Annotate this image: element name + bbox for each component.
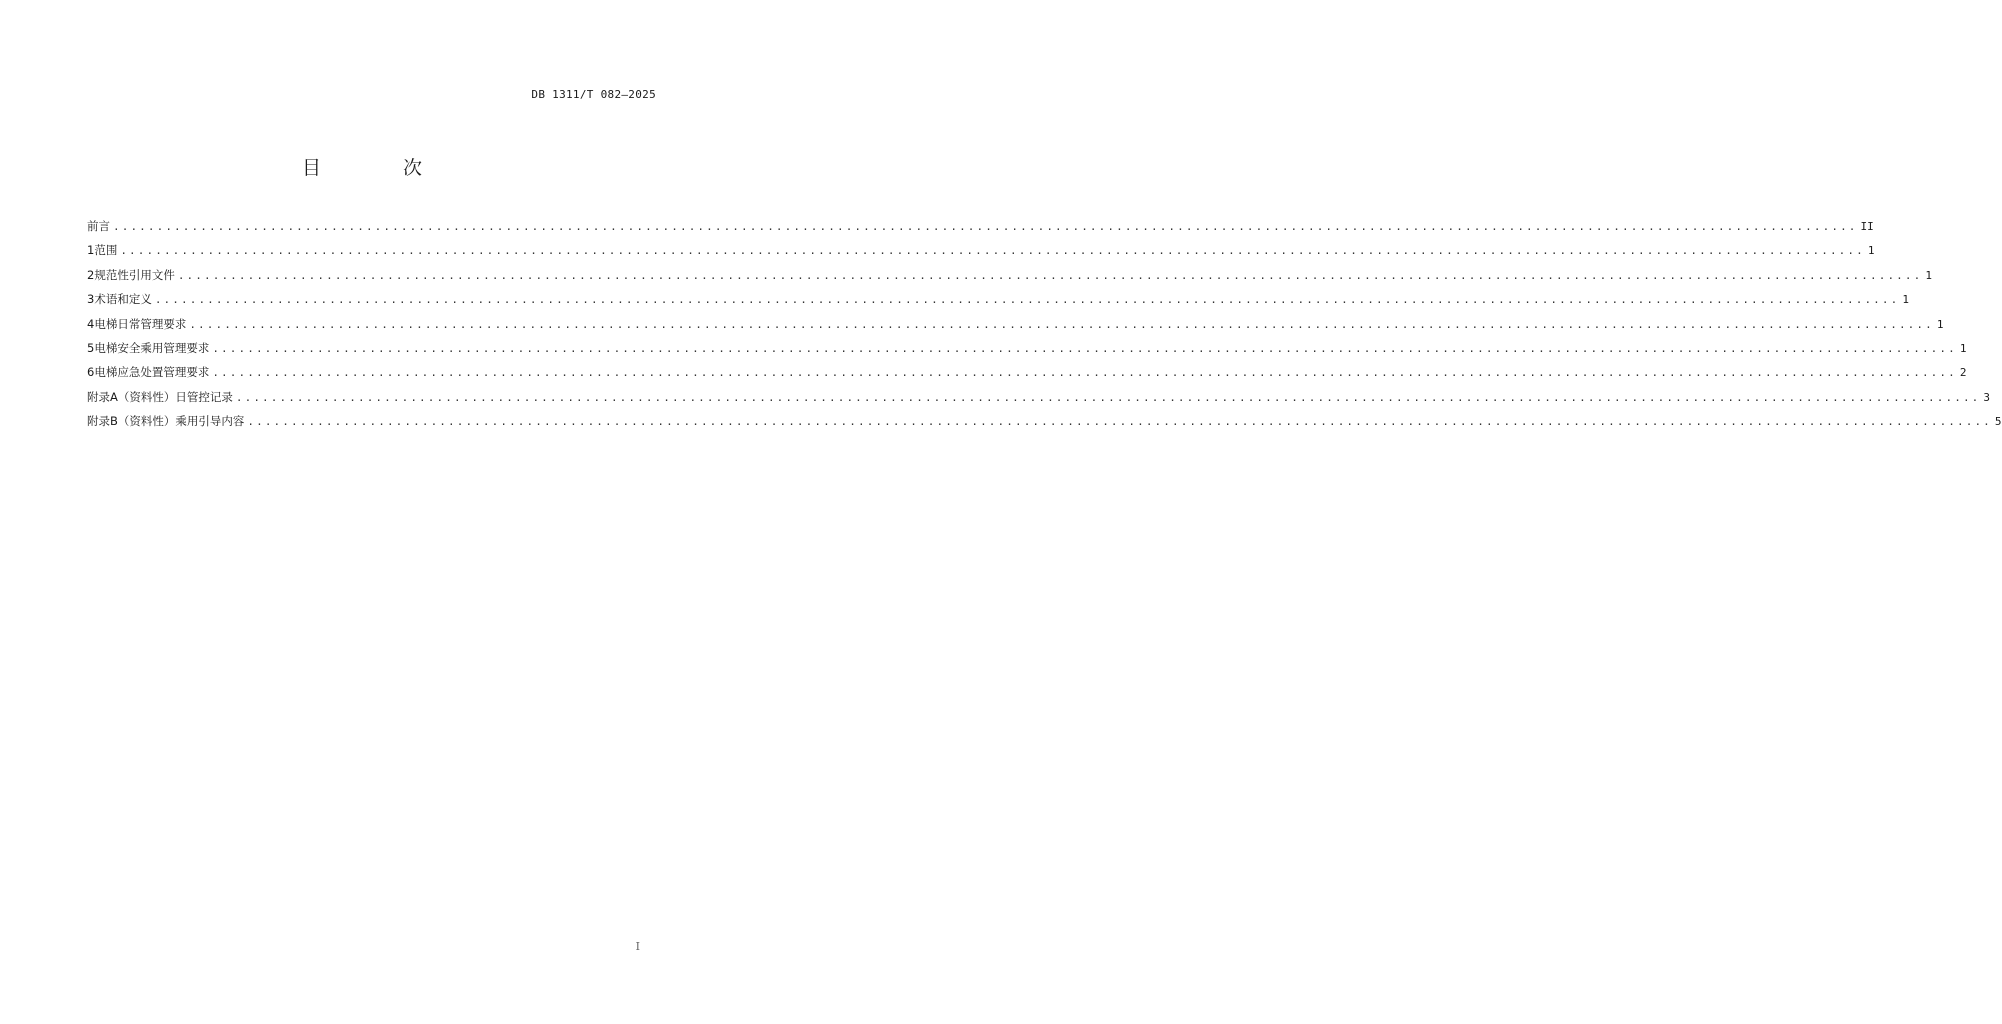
- toc-entry[interactable]: [87, 267, 1932, 291]
- toc-entry[interactable]: [87, 340, 1967, 364]
- toc-entry-page: 1: [1959, 341, 1967, 355]
- toc-entry-number: 4: [87, 316, 95, 331]
- toc-entry-label: 附录A（资料性）: [87, 389, 176, 404]
- toc-entry[interactable]: [87, 364, 1967, 388]
- page-number: I: [635, 940, 640, 953]
- toc-leader-dots: ........................................................................................................................................................................................................: [212, 341, 1957, 355]
- toc-leader-dots: ........................................................................................................................................................................................................: [154, 293, 1900, 307]
- toc-entry-label: 电梯安全乘用管理要求: [94, 340, 210, 355]
- toc-entry-label: 范围: [94, 243, 118, 258]
- toc-entry-sublabel: 乘用引导内容: [175, 414, 245, 429]
- toc-entry-label: 电梯日常管理要求: [94, 316, 187, 331]
- toc-entry-page: 1: [1925, 268, 1932, 282]
- toc-entry[interactable]: [87, 291, 1909, 315]
- toc-leader-dots: ........................................................................................................................................................................................................: [177, 268, 1923, 282]
- toc-entry-label: 附录B（资料性）: [87, 414, 176, 429]
- toc-entry-label: 规范性引用文件: [94, 267, 175, 282]
- toc-leader-dots: ........................................................................................................................................................................................................: [212, 366, 1957, 380]
- toc-entry-number: 3: [87, 292, 95, 307]
- toc-leader-dots: ........................................................................................................................................................................................................: [247, 415, 1992, 429]
- toc-leader-dots: ........................................................................................................................................................................................................: [113, 220, 1858, 233]
- toc-entry[interactable]: [87, 218, 1874, 242]
- toc-entry-number: 1: [87, 243, 95, 258]
- toc-entry-page: 1: [1902, 293, 1909, 307]
- toc-title: 目 次: [301, 157, 461, 179]
- toc-entry-number: 5: [87, 340, 95, 355]
- toc-entry[interactable]: [87, 242, 1875, 266]
- toc-entry-number: 2: [87, 267, 95, 282]
- toc-entry-number: 6: [87, 365, 95, 380]
- document-code: DB 1311/T 082—2025: [531, 88, 656, 101]
- toc-entry[interactable]: [87, 413, 2002, 437]
- toc-leader-dots: ........................................................................................................................................................................................................: [189, 317, 1934, 331]
- toc-entry-label: 电梯应急处置管理要求: [94, 365, 210, 380]
- toc-entry[interactable]: [87, 316, 1944, 340]
- toc-entry-page: 1: [1867, 244, 1875, 258]
- toc-entry-page: 3: [1983, 390, 1991, 404]
- toc-leader-dots: ........................................................................................................................................................................................................: [120, 244, 1865, 258]
- toc-entry-page: 2: [1959, 366, 1967, 380]
- toc-entry-label: 术语和定义: [94, 292, 152, 307]
- toc-entry-label: 前言: [87, 219, 110, 233]
- table-of-contents: [87, 218, 2002, 438]
- toc-entry[interactable]: [87, 389, 1991, 413]
- toc-entry-page: 5: [1994, 415, 2002, 429]
- toc-entry-page: II: [1860, 220, 1874, 233]
- toc-entry-sublabel: 日管控记录: [175, 389, 233, 404]
- toc-leader-dots: ........................................................................................................................................................................................................: [235, 390, 1981, 404]
- toc-entry-page: 1: [1936, 317, 1944, 331]
